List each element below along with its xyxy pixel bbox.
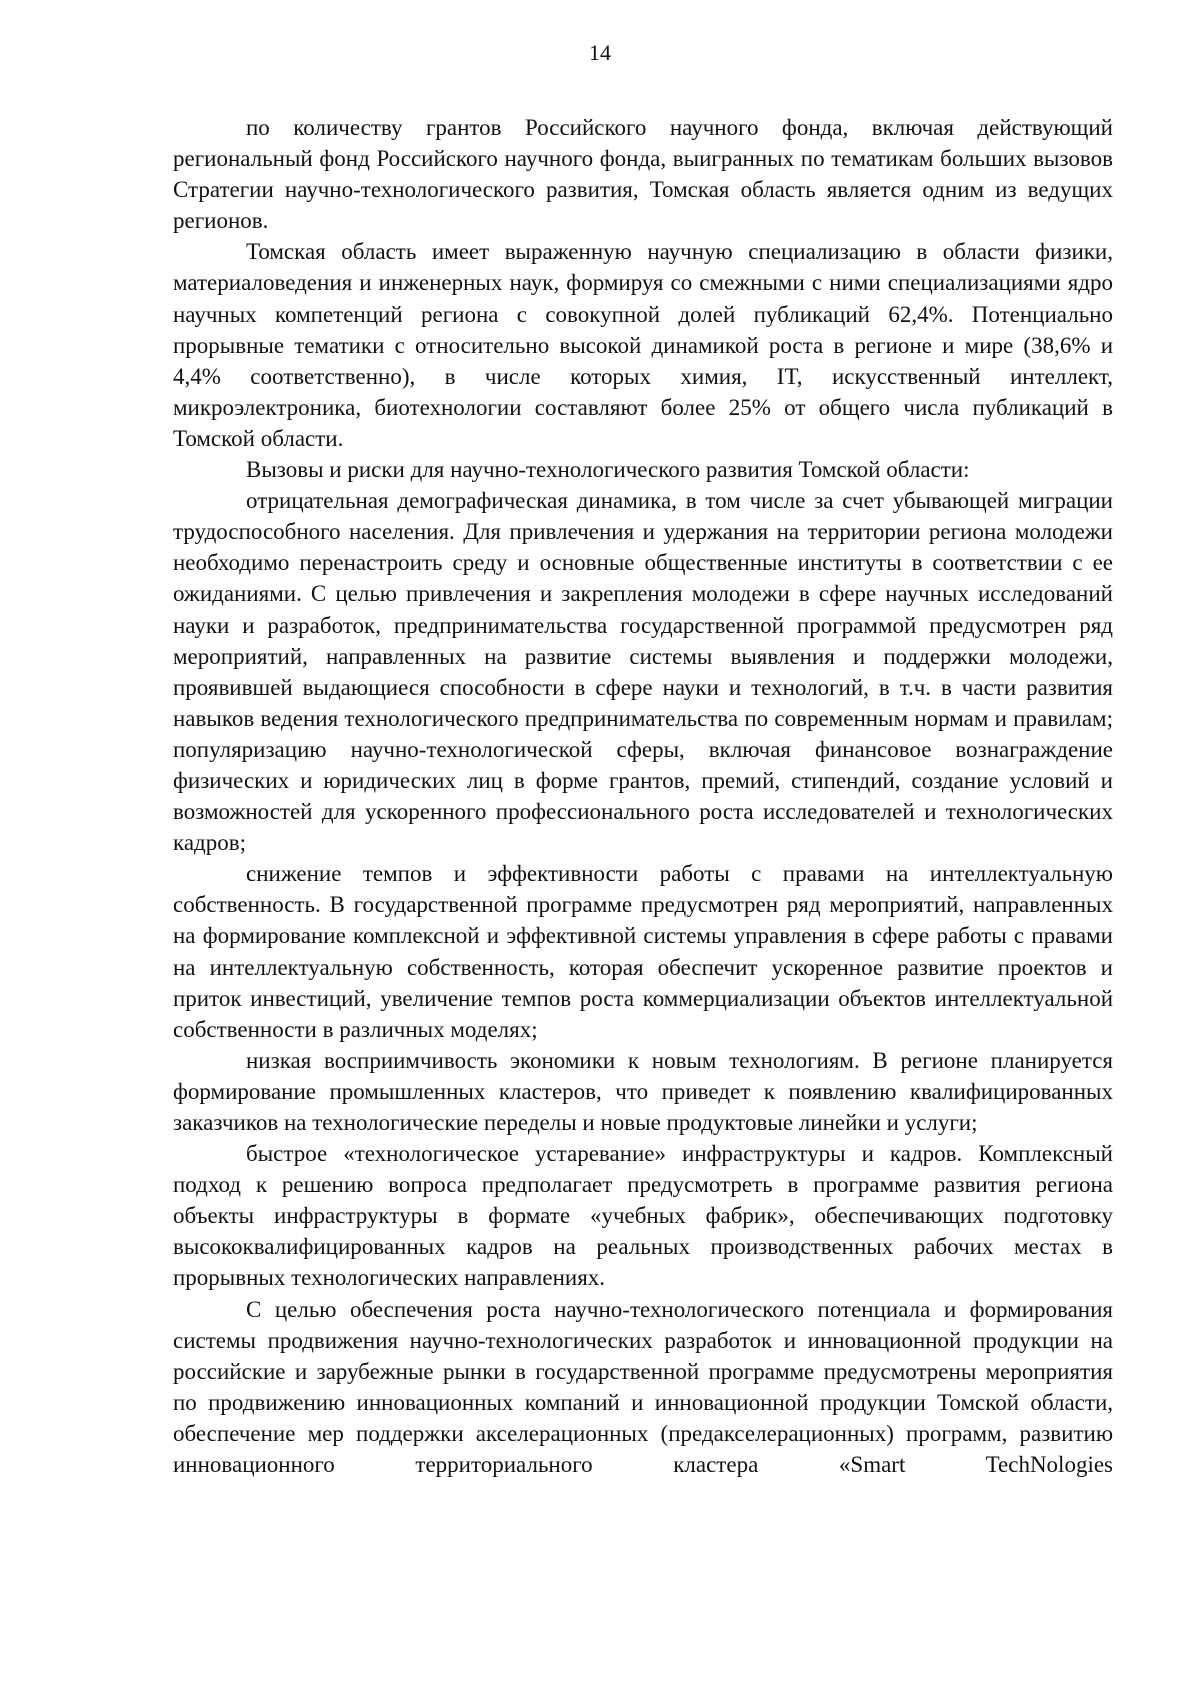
- paragraph-promotion: С целью обеспечения роста научно-технологического потенциала и формирования системы продвижения научно-технологических разработок и инновационной продукции на российские и зарубежные рынки в государственной программе предусмотрены мероприятия по продвижению инновационных компаний и инновационной продукции Томской области, обеспечение мер поддержки акселерационных (предакселерационных) программ, развитию инновационного территориального кластера «Smart TechNologies: [173, 1296, 1113, 1478]
- paragraph-intellectual-property: снижение темпов и эффективности работы с правами на интеллектуальную собственность. В государственной программе предусмотрен ряд мероприятий, направленных на формирование комплексной и эффективной системы управления в сфере работы с правами на интеллектуальную собственность, которая обеспечит ускоренное развитие проектов и приток инвестиций, увеличение темпов роста коммерциализации объектов интеллектуальной собственности в различных моделях;: [173, 861, 1113, 1042]
- paragraph-low-receptivity: низкая восприимчивость экономики к новым технологиям. В регионе планируется формирование промышленных кластеров, что приведет к появлению квалифицированных заказчиков на технологические переделы и новые продуктовые линейки и услуги;: [173, 1047, 1113, 1135]
- document-body: [173, 112, 1113, 1480]
- paragraph-grants-continuation: по количеству грантов Российского научного фонда, включая действующий региональный фонд Российского научного фонда, выигранных по тематикам больших вызовов Стратегии научно-технологического развития, Томская область является одним из ведущих регионов.: [173, 115, 1113, 234]
- paragraph-demographics: отрицательная демографическая динамика, в том числе за счет убывающей миграции трудоспособного населения. Для привлечения и удержания на территории региона молодежи необходимо перенастроить среду и основные общественные институты в соответствии с ее ожиданиями. С целью привлечения и закрепления молодежи в сфере научных исследований науки и разработок, предпринимательства государственной программой предусмотрен ряд мероприятий, направленных на развитие системы выявления и поддержки молодежи, проявившей выдающиеся способности в сфере науки и технологий, в т.ч. в части развития навыков ведения технологического предпринимательства по современным нормам и правилам; популяризацию научно-технологической сферы, включая финансовое вознаграждение физических и юридических лиц в форме грантов, премий, стипендий, создание условий и возможностей для ускоренного профессионального роста исследователей и технологических кадров;: [173, 488, 1113, 856]
- paragraph-challenges-heading: Вызовы и риски для научно-технологического развития Томской области:: [246, 457, 970, 483]
- paragraph-obsolescence: быстрое «технологическое устаревание» инфраструктуры и кадров. Комплексный подход к решению вопроса предполагает предусмотреть в программе развития региона объекты инфраструктуры в формате «учебных фабрик», обеспечивающих подготовку высококвалифицированных кадров на реальных производственных рабочих местах в прорывных технологических направлениях.: [173, 1141, 1113, 1291]
- page-number: 14: [589, 40, 611, 65]
- paragraph-specialization: Томская область имеет выраженную научную специализацию в области физики, материаловедения и инженерных наук, формируя со смежными с ними специализациями ядро научных компетенций региона с совокупной долей публикаций 62,4%. Потенциально прорывные тематики с относительно высокой динамикой роста в регионе и мире (38,6% и 4,4% соответственно), в числе которых химия, IT, искусственный интеллект, микроэлектроника, биотехнологии составляют более 25% от общего числа публикаций в Томской области.: [173, 239, 1113, 451]
